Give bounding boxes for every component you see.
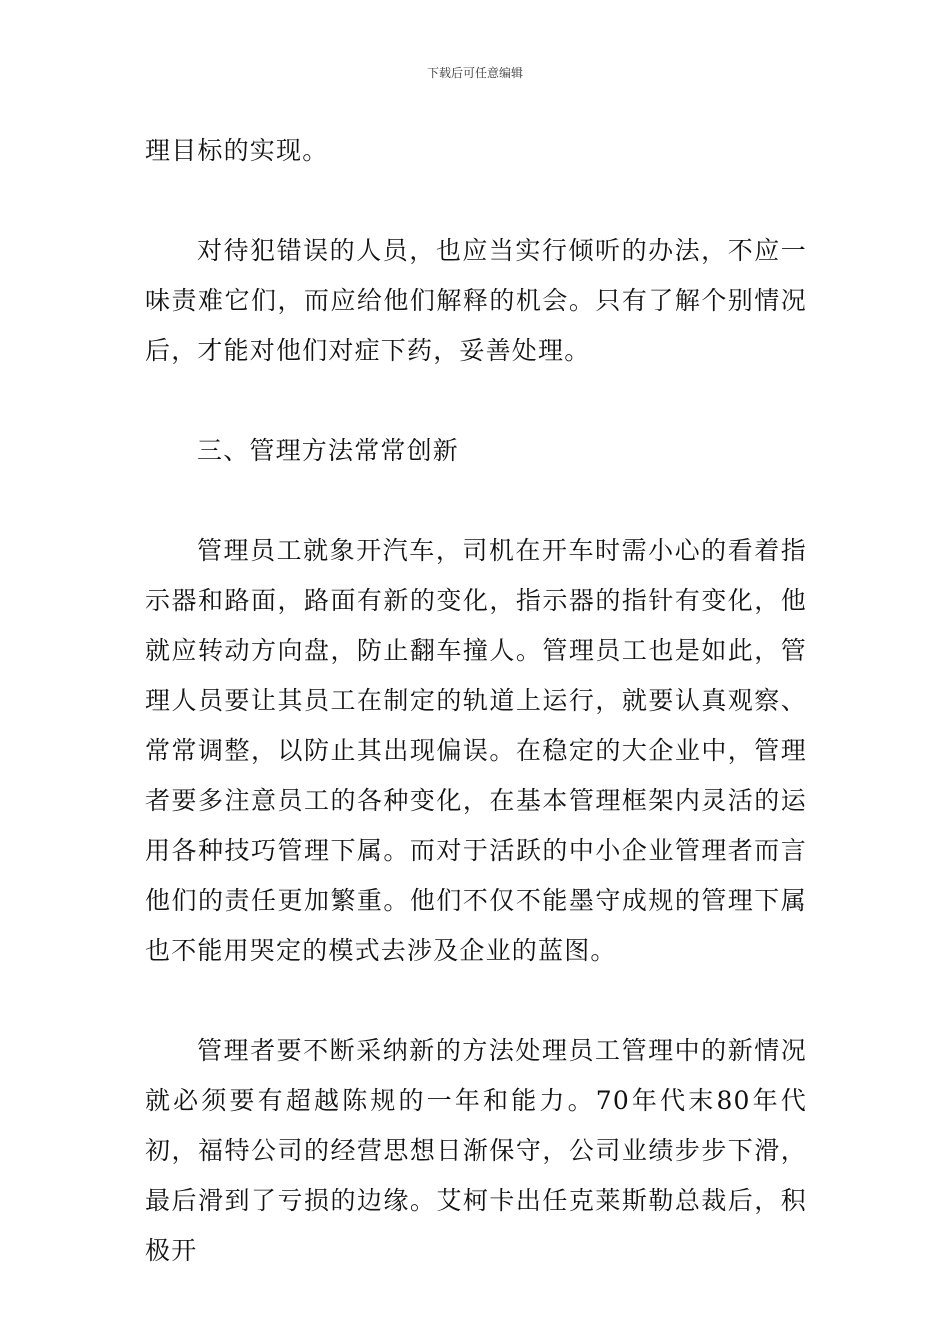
section-heading: 三、管理方法常常创新: [197, 436, 460, 465]
paragraph-innovation: 管理者要不断采纳新的方法处理员工管理中的新情况就必须要有超越陈规的一年和能力。70年代末80年代初，福特公司的经营思想日渐保守，公司业绩步步下滑，最后滑到了亏损的边缘。艾柯卡出任克莱斯勒总裁后，积极开: [145, 1036, 807, 1265]
paragraph-listening: 对待犯错误的人员，也应当实行倾听的办法，不应一味责难它们，而应给他们解释的机会。只有了解个别情况后，才能对他们对症下药，妥善处理。: [145, 236, 807, 365]
paragraph-driving-analogy: 管理员工就象开汽车，司机在开车时需小心的看着指示器和路面，路面有新的变化，指示器的指针有变化，他就应转动方向盘，防止翻车撞人。管理员工也是如此，管理人员要让其员工在制定的轨道上运行，就要认真观察、常常调整，以防止其出现偏误。在稳定的大企业中，管理者要多注意员工的各种变化，在基本管理框架内灵活的运用各种技巧管理下属。而对于活跃的中小企业管理者而言他们的责任更加繁重。他们不仅不能墨守成规的管理下属也不能用哭定的模式去涉及企业的蓝图。: [145, 536, 807, 965]
paragraph-continuation: 理目标的实现。: [145, 136, 329, 165]
document-body: [145, 126, 807, 1276]
page-header: 下载后可任意编辑: [426, 66, 523, 80]
